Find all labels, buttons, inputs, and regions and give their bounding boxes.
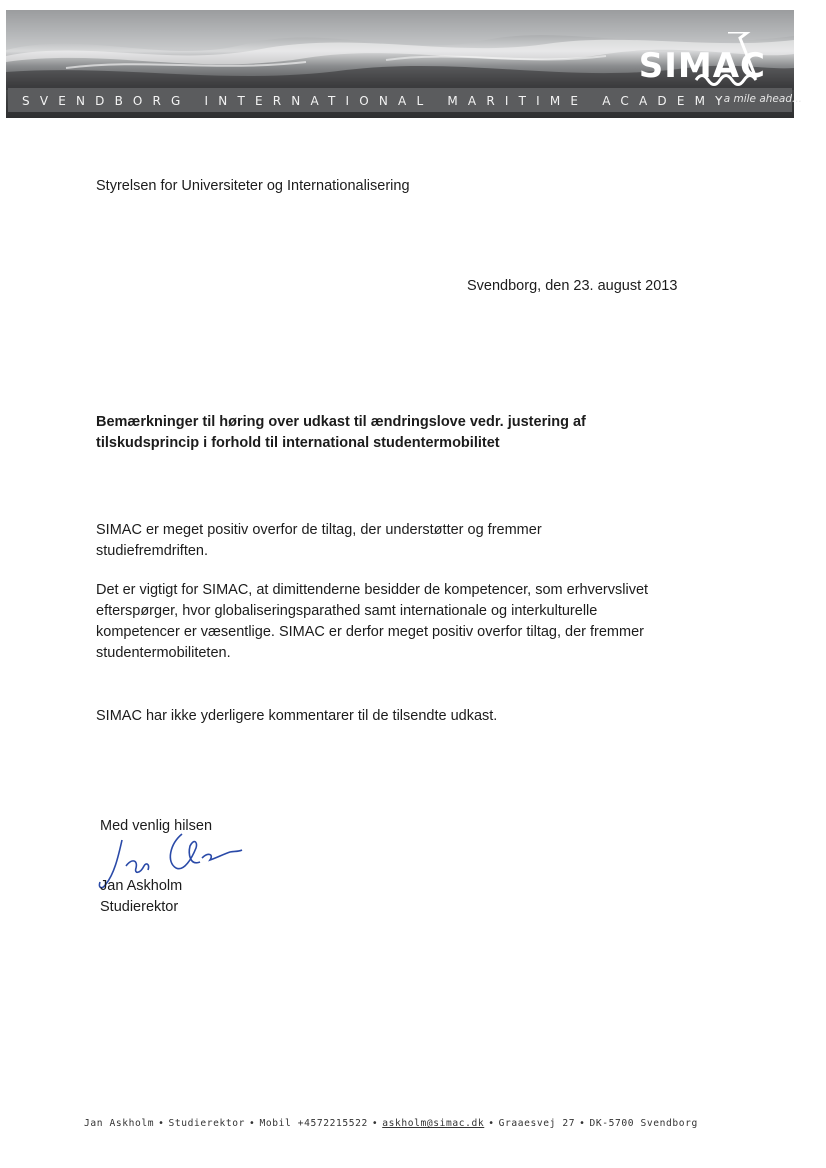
- paragraph-line: kompetencer er væsentlige. SIMAC er derfor meget positiv overfor tiltag, der fremmer: [96, 624, 644, 640]
- footer-city: DK-5700 Svendborg: [589, 1118, 698, 1129]
- separator: •: [249, 1118, 256, 1129]
- paragraph-line: efterspørger, hvor globaliseringsparathed samt internationale og interkulturelle: [96, 603, 598, 619]
- subject-line: Bemærkninger til høring over udkast til ændringslove vedr. justering af: [96, 414, 586, 430]
- simac-logo: [636, 32, 776, 92]
- separator: •: [158, 1118, 165, 1129]
- academy-name: SVENDBORG INTERNATIONAL MARITIME ACADEMY: [22, 94, 733, 108]
- separator: •: [579, 1118, 586, 1129]
- paragraph: [96, 520, 542, 562]
- footer-contact: [84, 1118, 698, 1129]
- paragraph-line: studiefremdriften.: [96, 543, 209, 559]
- separator: •: [488, 1118, 495, 1129]
- recipient: Styrelsen for Universiteter og Internationalisering: [96, 178, 410, 194]
- subject: [96, 412, 586, 454]
- signer-title: Studierektor: [100, 899, 179, 915]
- paragraph-line: SIMAC har ikke yderligere kommentarer til de tilsendte udkast.: [96, 708, 498, 724]
- letter-date: Svendborg, den 23. august 2013: [467, 278, 678, 294]
- footer-name: Jan Askholm: [84, 1118, 155, 1129]
- separator: •: [371, 1118, 379, 1129]
- signer-name: Jan Askholm: [100, 878, 183, 894]
- paragraph-line: SIMAC er meget positiv overfor de tiltag, der understøtter og fremmer: [96, 522, 542, 538]
- logo-text: SIMAC: [638, 46, 766, 86]
- paragraph: [96, 706, 497, 727]
- footer-email-link[interactable]: askholm@simac.dk: [382, 1118, 485, 1129]
- tagline: - a mile ahead...: [716, 93, 802, 105]
- paragraph: [96, 580, 648, 664]
- paragraph-line: studentermobiliteten.: [96, 645, 231, 661]
- paragraph-line: Det er vigtigt for SIMAC, at dimittenderne besidder de kompetencer, som erhvervslivet: [96, 582, 649, 598]
- footer-street: Graaesvej 27: [498, 1118, 576, 1129]
- footer-title: Studierektor: [168, 1118, 246, 1129]
- footer-mobile: Mobil +4572215522: [259, 1118, 368, 1129]
- subject-line: tilskudsprincip i forhold til international studentermobilitet: [96, 435, 500, 451]
- closing: Med venlig hilsen: [100, 818, 213, 834]
